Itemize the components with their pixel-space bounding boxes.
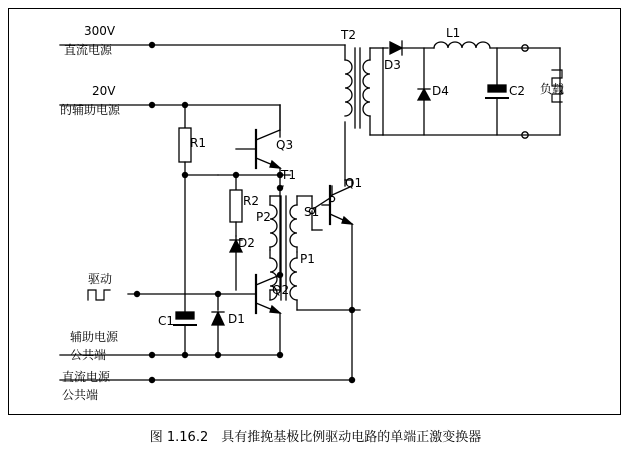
label-dc-common-2: 公共端 (62, 388, 99, 402)
node-d1-aux (215, 352, 221, 358)
label-r2: R2 (243, 194, 259, 208)
label-t1: T1 (281, 168, 296, 182)
diode-d4-body (418, 89, 430, 100)
label-q3: Q3 (276, 138, 294, 152)
label-q2: Q2 (272, 283, 290, 297)
q3-emitter-arrow (270, 161, 280, 168)
node-q2-collector (277, 272, 283, 278)
terminal-dc-common (149, 377, 155, 383)
label-s1: S1 (304, 205, 320, 219)
label-300v: 300V (84, 24, 116, 38)
node-q2-aux (277, 352, 283, 358)
node-dc-common-q1 (349, 377, 355, 383)
t1-winding-sec-upper (290, 205, 297, 247)
resistor-r2 (230, 190, 242, 222)
node-r2-top (233, 172, 239, 178)
label-d3: D3 (384, 58, 401, 72)
node-q3-emitter (277, 185, 283, 191)
label-d4: D4 (432, 84, 449, 98)
figure-caption: 图 1.16.2 具有推挽基极比例驱动电路的单端正激变换器 (149, 430, 482, 445)
label-20v: 20V (92, 84, 116, 98)
label-p2: P2 (256, 210, 271, 224)
label-drive: 驱动 (88, 272, 113, 286)
t1-winding-sec-lower (290, 258, 297, 300)
t2-secondary-winding (363, 60, 370, 116)
drive-pulse-symbol (88, 290, 110, 300)
label-q1: Q1 (345, 176, 363, 190)
terminal-drive (134, 291, 140, 297)
label-d2: D2 (238, 236, 255, 250)
label-300v-sub: 直流电源 (64, 43, 113, 57)
diode-d1-body (212, 312, 224, 325)
diode-d3-body (390, 42, 402, 54)
t1-winding-p2 (270, 205, 277, 247)
label-20v-sub: 的辅助电源 (60, 103, 121, 117)
node-c1-aux (182, 352, 188, 358)
t2-primary-winding (345, 60, 352, 116)
label-c2: C2 (509, 84, 526, 98)
q1-emitter-arrow (342, 217, 352, 224)
cap-c1-plate1 (176, 312, 194, 319)
cap-c2-plate1 (488, 85, 506, 92)
label-d1: D1 (228, 312, 245, 326)
terminal-aux-common (149, 352, 155, 358)
terminal-20v (149, 102, 155, 108)
label-t2: T2 (341, 28, 356, 42)
label-r1: R1 (190, 136, 206, 150)
inductor-l1-coil (434, 42, 490, 48)
label-aux-common-2: 公共端 (70, 348, 107, 362)
terminal-300v (149, 42, 155, 48)
label-l1: L1 (446, 26, 461, 40)
label-dc-common-1: 直流电源 (62, 370, 111, 384)
q2-emitter-arrow (270, 306, 280, 313)
label-c1: C1 (158, 314, 175, 328)
node-q1-emitter (349, 307, 355, 313)
label-load: 负载 (540, 82, 565, 96)
node-d1-top (215, 291, 221, 297)
label-p1: P1 (300, 252, 315, 266)
label-aux-common-1: 辅助电源 (70, 330, 119, 344)
